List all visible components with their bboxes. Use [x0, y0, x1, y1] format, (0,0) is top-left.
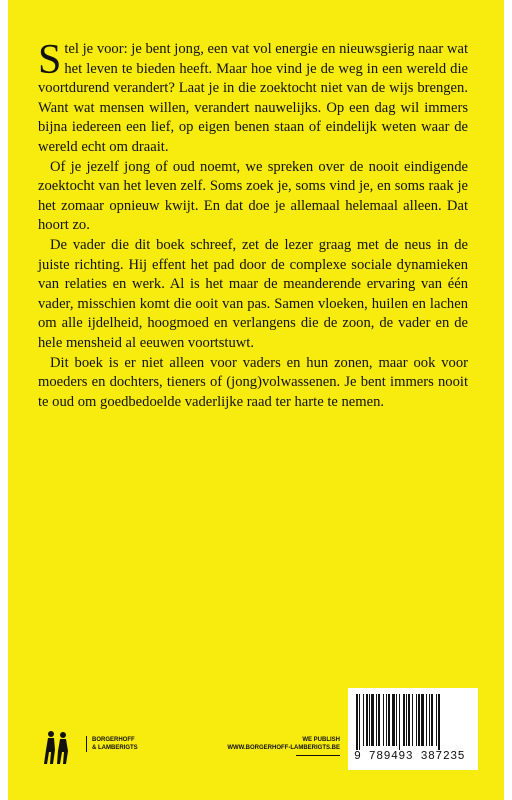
blurb-paragraph-2: Of je jezelf jong of oud noemt, we spreken over de nooit eindigende zoektocht van het leven zelf. Soms zoek je, soms vind je, en soms raak je het zomaar opnieuw kwijt. En dat doe je allemaal helemaal alleen. Dat hoort zo. — [38, 158, 468, 234]
back-cover-blurb — [38, 37, 468, 412]
publisher-website — [204, 736, 340, 756]
blurb-paragraph-1 — [38, 37, 468, 158]
isbn-digits: 9 789493 387235 — [354, 750, 466, 763]
publisher-name-line-2: & LAMBERIGTS — [92, 745, 138, 751]
publisher-logo-icon — [41, 730, 73, 766]
blurb-paragraph-3: De vader die dit boek schreef, zet de lezer graag met de neus in de juiste richting. Hij effent het pad door de complexe sociale dynamieken van relaties en werk. Al is het maar de meanderende ervaring van één vader, misschien komt die ooit van pas. Samen vloeken, huilen en lachen om alle ijdelheid, hoogmoed en verlangens die de zoon, de vader en de hele mensheid al eeuwen voortstuwt. — [38, 236, 468, 351]
publisher-name-line-1: BORGERHOFF — [92, 737, 135, 743]
drop-cap: S — [38, 37, 62, 83]
book-back-cover — [8, 0, 504, 800]
website-url: WWW.BORGERHOFF-LAMBERIGTS.BE — [227, 745, 340, 751]
barcode-icon — [354, 694, 472, 750]
isbn-barcode-box — [348, 688, 478, 770]
blurb-paragraph-4: Dit boek is er niet alleen voor vaders en hun zonen, maar ook voor moeders en dochters, tieners of (jong)volwassenen. Je bent immers nooit te oud om goedbedoelde vaderlijke raad ter harte te nemen. — [38, 354, 468, 410]
we-publish-label: WE PUBLISH — [302, 737, 340, 743]
divider — [296, 755, 340, 756]
blurb-paragraph-1-text: tel je voor: je bent jong, een vat vol energie en nieuwsgierig naar wat het leven te bieden heeft. Maar hoe vind je de weg in een wereld die voortdurend verandert? Laat je in die zoektocht niet van de wijs brengen. Want wat mensen willen, verandert nauwelijks. Op een dag wil immers bijna iedereen een lief, op eigen benen staan of eindelijk weten waar de wereld echt om draait. — [38, 41, 468, 155]
publisher-name — [86, 736, 138, 752]
